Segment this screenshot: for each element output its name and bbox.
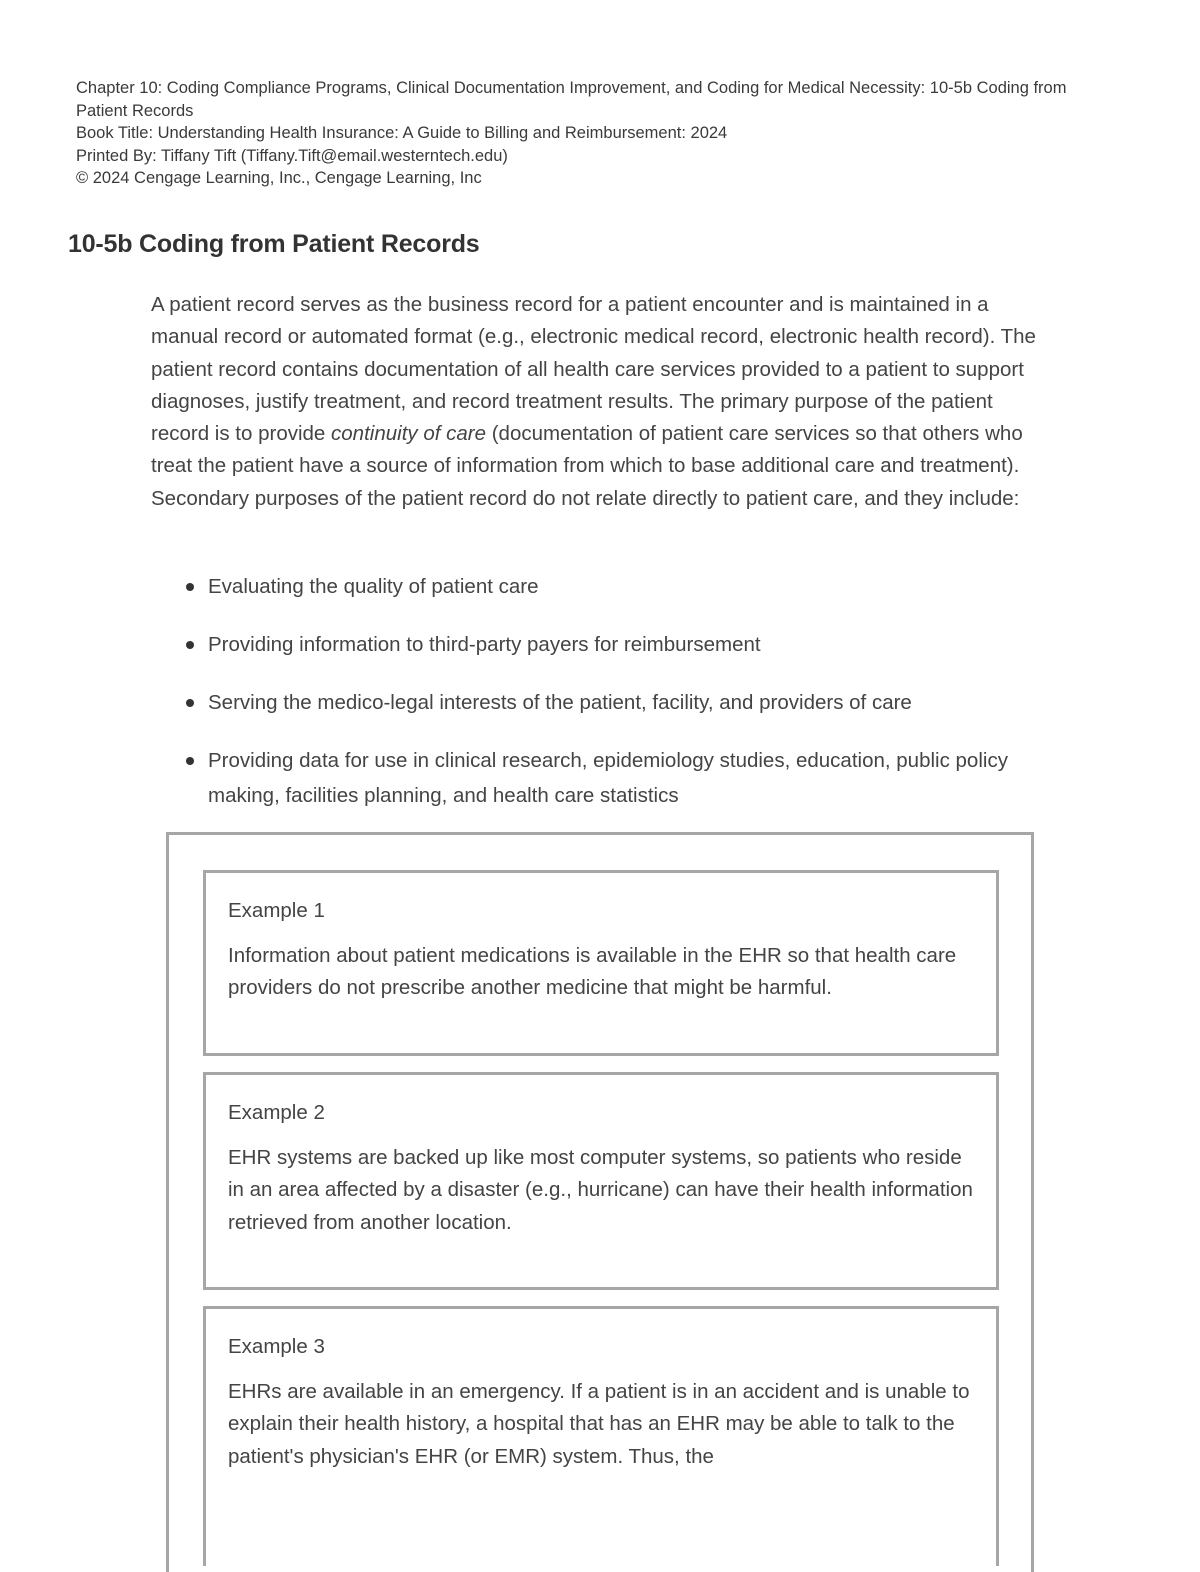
bullet-icon <box>186 699 194 707</box>
list-item-text: Evaluating the quality of patient care <box>208 575 539 598</box>
intro-italic-term: continuity of care <box>331 422 487 446</box>
list-item <box>151 743 1031 813</box>
list-item-text: Providing data for use in clinical research, epidemiology studies, education, public policy making, facilities planning, and health care statistics <box>208 749 1008 807</box>
example-title: Example 1 <box>228 899 325 922</box>
intro-paragraph <box>151 289 1056 515</box>
intro-text-start: A patient record serves as the business record for a patient encounter and is maintained in a manual record or automated format (e.g., electronic medical record, electronic health record). The patient record contains documentation of all health care services provided to a patient to support diagnoses, justify treatment, and record treatment results. The primary purpose of the patient record is to provide <box>151 293 1036 446</box>
list-item <box>151 627 1031 662</box>
list-item <box>151 569 1031 604</box>
chapter-line: Chapter 10: Coding Compliance Programs, Clinical Documentation Improvement, and Coding for Medical Necessity: 10-5b Coding from Patient Records <box>76 79 1067 120</box>
secondary-purposes-list <box>151 569 1031 836</box>
bullet-icon <box>186 583 194 591</box>
printed-by-line: Printed By: Tiffany Tift (Tiffany.Tift@email.westerntech.edu) <box>76 146 508 165</box>
list-item <box>151 685 1031 720</box>
example-body: Information about patient medications is available in the EHR so that health care providers do not prescribe another medicine that might be harmful. <box>228 944 957 1000</box>
example-box-3 <box>203 1306 999 1566</box>
example-title: Example 2 <box>228 1101 325 1124</box>
copyright-line: © 2024 Cengage Learning, Inc., Cengage Learning, Inc <box>76 169 482 187</box>
example-body: EHR systems are backed up like most computer systems, so patients who reside in an area affected by a disaster (e.g., hurricane) can have their health information retrieved from another location. <box>228 1146 973 1234</box>
section-title: 10-5b Coding from Patient Records <box>68 230 480 258</box>
example-body: EHRs are available in an emergency. If a patient is in an accident and is unable to explain their health history, a hospital that has an EHR may be able to talk to the patient's physician's EHR (or EMR) system. Thus, the <box>228 1380 970 1468</box>
example-box-1 <box>203 870 999 1056</box>
list-item-text: Serving the medico-legal interests of the patient, facility, and providers of care <box>208 691 912 714</box>
bullet-icon <box>186 757 194 765</box>
list-item-text: Providing information to third-party payers for reimbursement <box>208 633 761 656</box>
book-title-line: Book Title: Understanding Health Insurance: A Guide to Billing and Reimbursement: 2024 <box>76 124 728 142</box>
print-header <box>76 77 1116 190</box>
example-title: Example 3 <box>228 1335 325 1358</box>
intro-text-end: (documentation of patient care services so that others who treat the patient have a source of information from which to base additional care and treatment). Secondary purposes of the patient record do not relate directly to patient care, and they include: <box>151 422 1023 510</box>
bullet-icon <box>186 641 194 649</box>
example-box-2 <box>203 1072 999 1290</box>
